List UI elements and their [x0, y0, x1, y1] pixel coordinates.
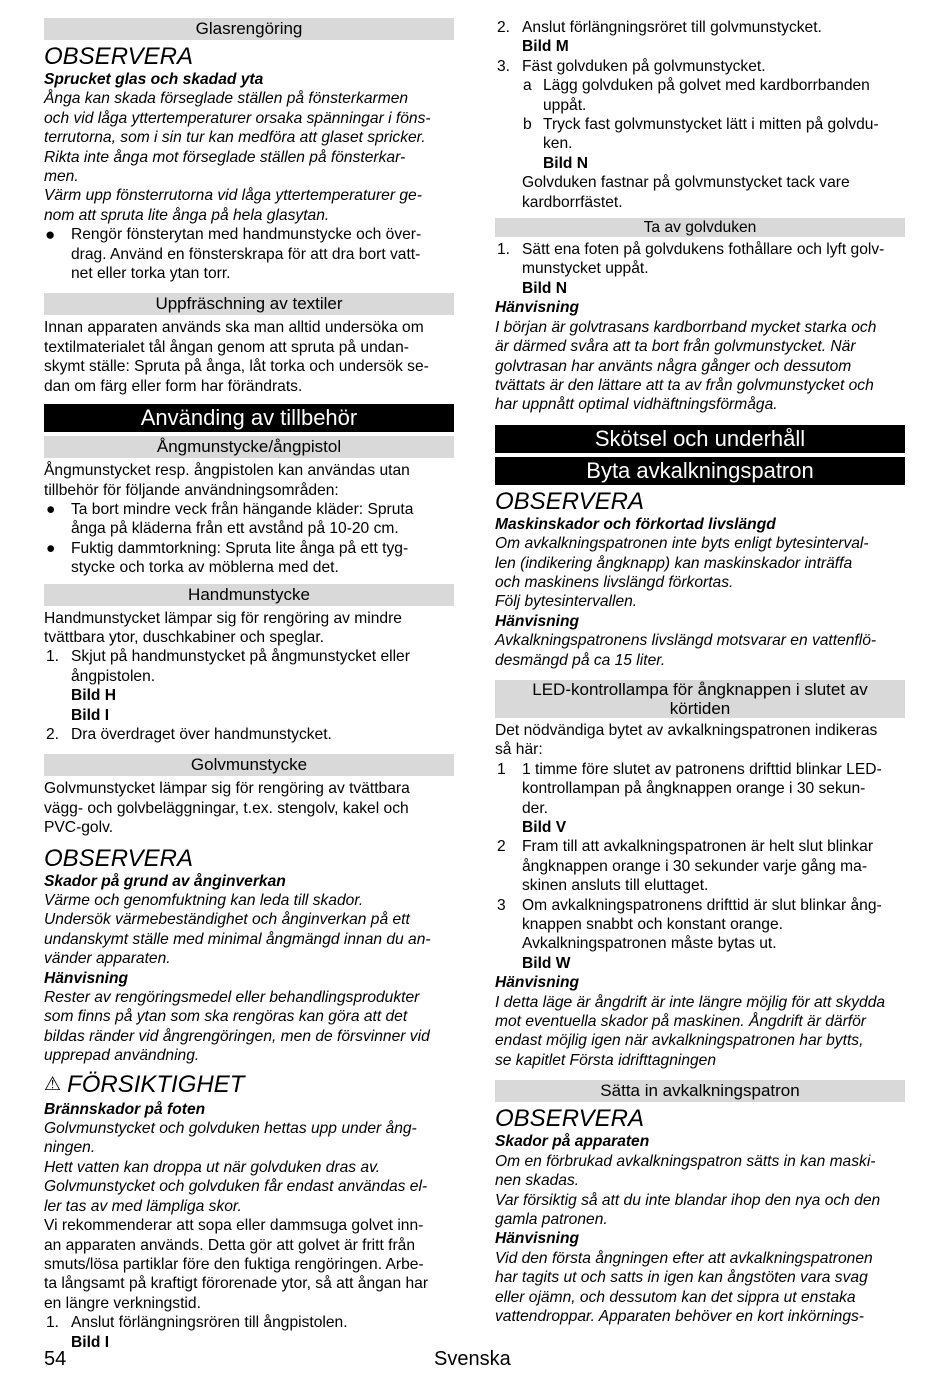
step-line: Skjut på handmunstycket på ångmunstycket eller [71, 648, 410, 666]
figure-ref: Bild N [543, 154, 589, 172]
notice-line: Ånga kan skada förseglade ställen på fönsterkarmen [44, 90, 409, 108]
step-line: munstycket uppåt. [522, 260, 649, 278]
body-line: Vi rekommenderar att sopa eller dammsuga golvet inn- [44, 1217, 424, 1235]
caution-line: Hett vatten kan droppa ut när golvduken dras av. [44, 1158, 381, 1176]
right-column [495, 18, 905, 1326]
notice-line: och vid låga yttertemperaturer orsaka spänningar i föns- [44, 109, 431, 127]
notice-line: Om en förbrukad avkalkningspatron sätts in kan maski- [495, 1152, 876, 1170]
substep-mark: b [523, 116, 532, 134]
step-number: 1 [497, 760, 506, 778]
hint-title: Hänvisning [495, 612, 580, 630]
notice-line: vänder apparaten. [44, 950, 171, 968]
substep-item [495, 76, 905, 115]
body-line: Innan apparaten används ska man alltid undersöka om [44, 319, 424, 337]
chapter-heading-byta: Byta avkalkningspatron [495, 457, 905, 485]
step-number: 1. [497, 241, 511, 259]
body-line: ta långsamt på kraftigt förorenade ytor, så att ångan har [44, 1275, 429, 1293]
hint-line: är därmed svåra att ta bort från golvmunstycket. När [495, 338, 856, 356]
notice-observera: OBSERVERA [495, 1105, 644, 1133]
step-number: 3. [497, 57, 511, 75]
step-item [44, 1313, 454, 1352]
caution-heading [44, 1072, 454, 1100]
section-heading-textiler: Uppfräschning av textiler [44, 293, 454, 315]
section-heading-led [495, 680, 905, 718]
notice-subtitle: Skador på apparaten [495, 1133, 650, 1151]
heading-line: LED-kontrollampa för ångknappen i slutet av [532, 679, 868, 699]
body-line: så här: [495, 741, 543, 759]
step-line: Fäst golvduken på golvmunstycket. [522, 57, 766, 75]
chapter-heading-tillbehor: Använding av tillbehör [44, 404, 454, 432]
step-line: Fram till att avkalkningspatronen är helt slut blinkar [522, 838, 874, 856]
figure-ref: Bild V [522, 819, 567, 836]
step-item [495, 18, 905, 57]
step-number: 2. [497, 19, 511, 36]
section-heading-ta-av-golvduken: Ta av golvduken [495, 218, 905, 237]
hint-line: Avkalkningspatronens livslängd motsvarar en vattenflö- [495, 632, 877, 650]
notice-line: Värm upp fönsterrutorna vid låga yttertemperaturer ge- [44, 187, 422, 205]
body-line: Handmunstycket lämpar sig för rengöring av mindre [44, 609, 402, 627]
body-line: Ångmunstycket resp. ångpistolen kan användas utan [44, 462, 410, 480]
step-item [495, 57, 905, 76]
page-footer [44, 1348, 906, 1374]
bullet-line: Rengör fönsterytan med handmunstycke och över- [71, 226, 422, 244]
notice-line: nen skadas. [495, 1172, 580, 1190]
step-number: 1. [46, 1314, 60, 1332]
hint-line: Vid den första ångningen efter att avkalkningspatronen [495, 1249, 873, 1267]
notice-subtitle: Maskinskador och förkortad livslängd [495, 515, 776, 533]
step-line: der. [522, 799, 549, 817]
notice-line: Var försiktig så att du inte blandar ihop den nya och den [495, 1191, 881, 1209]
notice-line: undanskymt ställe med minimal ångmängd innan du an- [44, 930, 431, 948]
notice-line: Följ bytesintervallen. [495, 593, 638, 611]
bullet-line: net eller torka ytan torr. [71, 265, 231, 283]
body-line: Golvduken fastnar på golvmunstycket tack vare [522, 174, 850, 192]
bullet-line: stycke och torka av möblerna med det. [71, 559, 339, 577]
step-line: Om avkalkningspatronens drifttid är slut blinkar ång- [522, 896, 882, 914]
substep-line: ken. [543, 135, 573, 153]
bullet-dot-icon: ● [46, 500, 56, 518]
hint-line: endast möjlig igen när avkalkningspatronen har bytts, [495, 1032, 864, 1050]
step-number: 2 [497, 838, 506, 856]
notice-line: Om avkalkningspatronen inte byts enligt bytesinterval- [495, 535, 869, 553]
bullet-dot-icon: ● [46, 539, 56, 557]
section-heading-glasrengoring: Glasrengöring [44, 18, 454, 40]
bullet-line: Fuktig dammtorkning: Spruta lite ånga på ett tyg- [71, 539, 409, 557]
bullet-dot-icon: ● [45, 225, 56, 245]
hint-line: I början är golvtrasans kardborrband mycket starka och [495, 318, 877, 336]
body-line: Golvmunstycket lämpar sig för rengöring av tvättbara [44, 780, 410, 798]
bullet-line: Ta bort mindre veck från hängande kläder: Spruta [71, 500, 414, 518]
left-column [44, 18, 454, 1352]
step-line: knappen snabbt och konstant orange. [522, 916, 783, 934]
hint-line: har uppnått optimal vidhäftningsförmåga. [495, 396, 778, 414]
substep-line: uppåt. [543, 96, 587, 114]
step-item [495, 837, 905, 895]
step-line: Anslut förlängningsröret till golvmunstycket. [522, 19, 822, 36]
hint-line: har tagits ut och satts in igen kan ångstöten vara svag [495, 1269, 868, 1287]
body-line: kardborrfästet. [522, 193, 623, 211]
figure-ref: Bild I [71, 1333, 110, 1351]
step-line: 1 timme före slutet av patronens drifttid blinkar LED- [522, 760, 882, 778]
step-item [44, 725, 454, 744]
bullet-item [44, 539, 454, 578]
step-item [495, 896, 905, 974]
notice-subtitle: Sprucket glas och skadad yta [44, 71, 264, 88]
section-heading-satta-in: Sätta in avkalkningspatron [495, 1080, 905, 1102]
step-item [495, 240, 905, 298]
step-line: Sätt ena foten på golvdukens fothållare och lyft golv- [522, 241, 885, 259]
hint-line: eller ojämn, och dessutom kan det sippra ut enstaka [495, 1288, 856, 1306]
body-line: tillbehör för följande användningsområden: [44, 481, 339, 499]
figure-ref: Bild I [71, 706, 110, 724]
notice-line: gamla patronen. [495, 1210, 608, 1228]
body-line: Det nödvändiga bytet av avkalkningspatronen indikeras [495, 721, 878, 739]
hint-line: desmängd på ca 15 liter. [495, 651, 666, 669]
step-line: skinen ansluts till eluttaget. [522, 877, 709, 895]
page-language: Svenska [434, 1348, 511, 1370]
notice-observera: OBSERVERA [44, 844, 193, 872]
step-number: 1. [46, 648, 60, 666]
section-heading-angmunstycke: Ångmunstycke/ångpistol [44, 436, 454, 458]
figure-ref: Bild N [522, 279, 568, 297]
hint-title: Hänvisning [44, 969, 129, 987]
body-line: PVC-golv. [44, 819, 114, 837]
step-line: kontrollampan på ångknappen orange i 30 sekun- [522, 780, 866, 798]
hint-line: bildas ränder vid ångrengöringen, men de försvinner vid [44, 1027, 430, 1045]
caution-line: ningen. [44, 1139, 96, 1157]
body-line: dan om färg eller form har förändrats. [44, 377, 303, 395]
step-item [44, 647, 454, 725]
hint-line: Rester av rengöringsmedel eller behandlingsprodukter [44, 989, 420, 1007]
hint-line: se kapitlet Första idrifttagningen [495, 1051, 717, 1069]
caution-line: Golvmunstycket och golvduken får endast användas el- [44, 1178, 428, 1196]
notice-line: och maskinens livslängd förkortas. [495, 573, 734, 591]
bullet-item [44, 225, 454, 283]
bullet-line: ånga på kläderna från ett avstånd på 10-20 cm. [71, 520, 399, 538]
hint-line: upprepad användning. [44, 1047, 200, 1065]
step-line: Anslut förlängningsrören till ångpistolen. [71, 1314, 348, 1332]
body-line: tvättbara ytor, duschkabiner och speglar. [44, 628, 324, 646]
substep-item [495, 115, 905, 173]
notice-line: men. [44, 168, 79, 186]
step-line: Avkalkningspatronen måste bytas ut. [522, 935, 777, 953]
body-line: smuts/lösa partiklar före den fuktiga rengöringen. Arbe- [44, 1255, 424, 1273]
caution-subtitle: Brännskador på foten [44, 1100, 206, 1118]
caution-line: Golvmunstycket och golvduken hettas upp under ång- [44, 1120, 417, 1138]
notice-line: Undersök värmebeständighet och ånginverkan på ett [44, 911, 410, 929]
figure-ref: Bild M [522, 38, 569, 56]
heading-line: körtiden [669, 698, 731, 718]
notice-line: Värme och genomfuktning kan leda till skador. [44, 892, 364, 909]
step-line: Dra överdraget över handmunstycket. [71, 725, 332, 743]
body-line: textilmaterialet tål ångan genom att spruta på undan- [44, 338, 409, 356]
figure-ref: Bild H [71, 687, 117, 705]
hint-line: tvättats är den lättare att ta av från golvmunstycket och [495, 376, 874, 394]
notice-observera: OBSERVERA [495, 487, 644, 515]
step-line: ångpistolen. [71, 667, 156, 685]
hint-line: mot eventuella skador på maskinen. Ångdrift är därför [495, 1013, 866, 1031]
substep-mark: a [523, 77, 532, 95]
body-line: en längre verkningstid. [44, 1294, 201, 1312]
page-number: 54 [44, 1348, 67, 1370]
step-line: ångknappen orange i 30 sekunder varje gång ma- [522, 857, 868, 875]
hint-title: Hänvisning [495, 974, 580, 992]
notice-line: Rikta inte ånga mot förseglade ställen på fönsterkar- [44, 148, 406, 166]
substep-line: Tryck fast golvmunstycket lätt i mitten på golvdu- [543, 116, 879, 134]
step-number: 2. [46, 725, 60, 743]
notice-subtitle: Skador på grund av ånginverkan [44, 872, 286, 890]
figure-ref: Bild W [522, 954, 571, 972]
hint-line: vattendroppar. Apparaten behöver en kort inkörnings- [495, 1307, 864, 1325]
notice-line: len (indikering ångknapp) kan maskinskador inträffa [495, 554, 853, 572]
hint-title: Hänvisning [495, 1230, 580, 1248]
hint-line: golvtrasan har använts några gånger och dessutom [495, 357, 852, 375]
section-heading-golvmunstycke: Golvmunstycke [44, 754, 454, 776]
hint-title: Hänvisning [495, 299, 580, 317]
body-line: vägg- och golvbeläggningar, t.ex. stengolv, kakel och [44, 799, 409, 817]
bullet-item [44, 500, 454, 539]
body-line: skymt ställe: Spruta på ånga, låt torka och undersök se- [44, 358, 429, 376]
caution-line: ler tas av med lämpliga skor. [44, 1197, 242, 1215]
notice-line: terrutorna, som i sin tur kan medföra att glaset spricker. [44, 129, 426, 147]
notice-line: nom att spruta lite ånga på hela glasytan. [44, 206, 330, 224]
bullet-line: drag. Använd en fönsterskrapa för att dra bort vatt- [71, 245, 421, 263]
notice-observera: OBSERVERA [44, 43, 193, 70]
substep-line: Lägg golvduken på golvet med kardborrbanden [543, 77, 870, 95]
step-number: 3 [497, 896, 506, 914]
chapter-heading-skotsel: Skötsel och underhåll [495, 425, 905, 453]
caution-label: FÖRSIKTIGHET [67, 1070, 245, 1098]
hint-line: som finns på ytan som ska rengöras kan göra att det [44, 1008, 408, 1026]
step-item [495, 760, 905, 838]
section-heading-handmunstycke: Handmunstycke [44, 584, 454, 606]
warning-triangle-icon: ⚠ [44, 1073, 62, 1095]
hint-line: I detta läge är ångdrift är inte längre möjlig för att skydda [495, 993, 886, 1011]
body-line: an apparaten används. Detta gör att golvet är fritt från [44, 1236, 416, 1254]
